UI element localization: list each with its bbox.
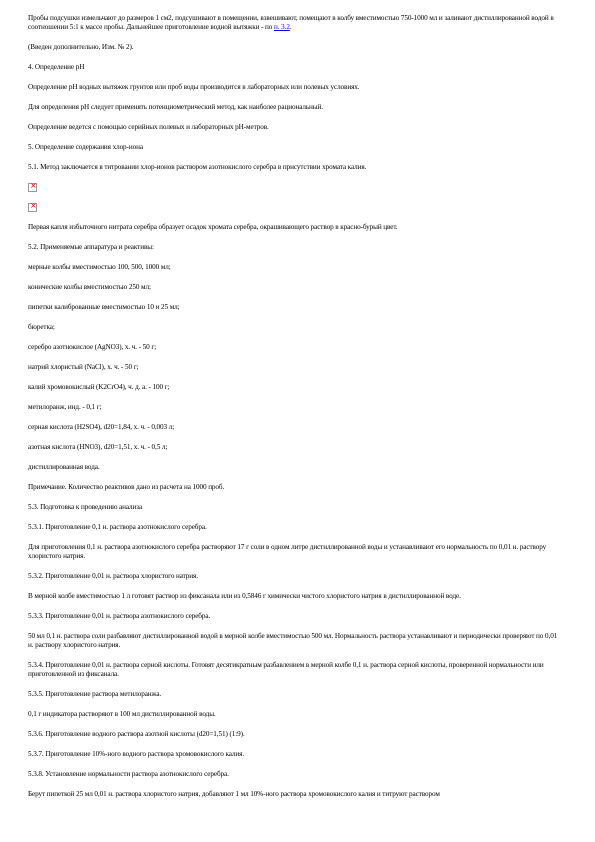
list-item-methyl-orange: метилоранж, инд. - 0,1 г;	[28, 403, 102, 411]
paragraph-ph-3: Определение ведется с помощью серийных полевых и лабораторных рН-метров.	[28, 123, 269, 131]
paragraph-5-1: 5.1. Метод заключается в титровании хлор-ионов раствором азотнокислого серебра в присутствии хромата калия.	[28, 163, 367, 171]
paragraph-text-end: .	[289, 23, 292, 31]
paragraph-5-3-2: В мерной колбе вместимостью 1 л готовят раствор из фиксанала или из 0,5846 г химически чистого хлористого натрия в дистиллированной воде.	[28, 592, 461, 600]
heading-5-3-5: 5.3.5. Приготовление раствора метилоранжа.	[28, 690, 162, 698]
heading-5-3-1: 5.3.1. Приготовление 0,1 н. раствора азотнокислого серебра.	[28, 523, 207, 531]
document-body	[28, 14, 564, 799]
paragraph-5-1-b: Первая капля избыточного нитрата серебра образует осадок хромата серебра, окрашивающего раствор в красно-бурый цвет.	[28, 223, 398, 231]
amendment-note: (Введен дополнительно, Изм. № 2).	[28, 43, 134, 51]
list-item-sodium-chloride: натрий хлористый (NaCl), х. ч. - 50 г;	[28, 363, 139, 371]
paragraph-5-3-7: 5.3.7. Приготовление 10%-ного водного раствора хромовокислого калия.	[28, 750, 245, 758]
list-item-volumetric-flasks: мерные колбы вместимостью 100, 500, 1000 мл;	[28, 263, 171, 271]
paragraph-5-3-8-b: Берут пипеткой 25 мл 0,01 н. раствора хлористого натрия, добавляют 1 мл 10%-ного раствора хромовокислого калия и титруют раствором	[28, 790, 440, 798]
list-item-pipettes: пипетки калиброванные вместимостью 10 и 25 мл;	[28, 303, 180, 311]
paragraph-5-3-4: 5.3.4. Приготовление 0,01 н. раствора серной кислоты. Готовят десятикратным разбавлением в мерной колбе 0,1 н. раствора серной кислоты, проверенной нормальности или приготовленной из фиксанала.	[28, 661, 544, 678]
list-item-conical-flasks: конические колбы вместимостью 250 мл;	[28, 283, 151, 291]
list-item-sulfuric-acid: серная кислота (H2SO4), d20=1,84, х. ч. - 0,003 л;	[28, 423, 175, 431]
paragraph-ph-1: Определение рН водных вытяжек грунтов или проб воды производится в лабораторных или полевых условиях.	[28, 83, 360, 91]
broken-image-icon	[28, 203, 37, 212]
paragraph-5-3-6: 5.3.6. Приготовление водного раствора азотной кислоты (d20=1,51) (1:9).	[28, 730, 245, 738]
paragraph-ph-2: Для определения рН следует применять потенциометрический метод, как наиболее рациональный.	[28, 103, 323, 111]
paragraph-5-2: 5.2. Применяемые аппаратура и реактивы:	[28, 243, 154, 251]
paragraph-5-3-1: Для приготовления 0,1 н. раствора азотнокислого серебра растворяют 17 г соли в одном литре дистиллированной воды и устанавливают его нормальность по 0,01 н. раствору хлористого натрия.	[28, 543, 547, 560]
heading-5-3-3: 5.3.3. Приготовление 0,01 н. раствора азотнокислого серебра.	[28, 612, 211, 620]
paragraph-5-3: 5.3. Подготовка к проведению анализа	[28, 503, 143, 511]
list-item-silver-nitrate: серебро азотнокислое (AgNO3), х. ч. - 50 г;	[28, 343, 157, 351]
paragraph-5-3-8: 5.3.8. Установление нормальности раствора азотнокислого серебра.	[28, 770, 229, 778]
list-item-burette: бюретка;	[28, 323, 55, 331]
paragraph-sample-prep	[28, 14, 564, 32]
list-item-nitric-acid: азотная кислота (HNO3), d20=1,51, х. ч. - 0,5 л;	[28, 443, 168, 451]
link-section-3-2[interactable]: п. 3.2	[274, 23, 290, 31]
note-reagents: Примечание. Количество реактивов дано из расчета на 1000 проб.	[28, 483, 225, 491]
paragraph-5-3-5: 0,1 г индикатора растворяют в 100 мл дистиллированной воды.	[28, 710, 216, 718]
broken-image-icon	[28, 183, 37, 192]
list-item-potassium-chromate: калий хромовокислый (K2CrO4), ч. д. а. - 100 г;	[28, 383, 170, 391]
paragraph-5-3-3: 50 мл 0,1 н. раствора соли разбавляют дистиллированной водой в мерной колбе вместимостью 500 мл. Нормальность раствора устанавливают и периодически проверяют по 0,01 н. раствору хлористого натрия.	[28, 632, 558, 649]
section-heading-chloride: 5. Определение содержания хлор-иона	[28, 143, 143, 151]
list-item-distilled-water: дистиллированная вода.	[28, 463, 100, 471]
section-heading-ph: 4. Определение рН	[28, 63, 85, 71]
paragraph-text: Пробы подсушки измельчают до размеров 1 см2, подсушивают в помещении, взвешивают, помещают в колбу вместимостью 750-1000 мл и заливают дистиллированной водой в соотношении 5:1 к массе пробы. Дальнейшее приготовление водной вытяжки - по	[28, 14, 554, 31]
heading-5-3-2: 5.3.2. Приготовление 0,01 н. раствора хлористого натрия.	[28, 572, 198, 580]
